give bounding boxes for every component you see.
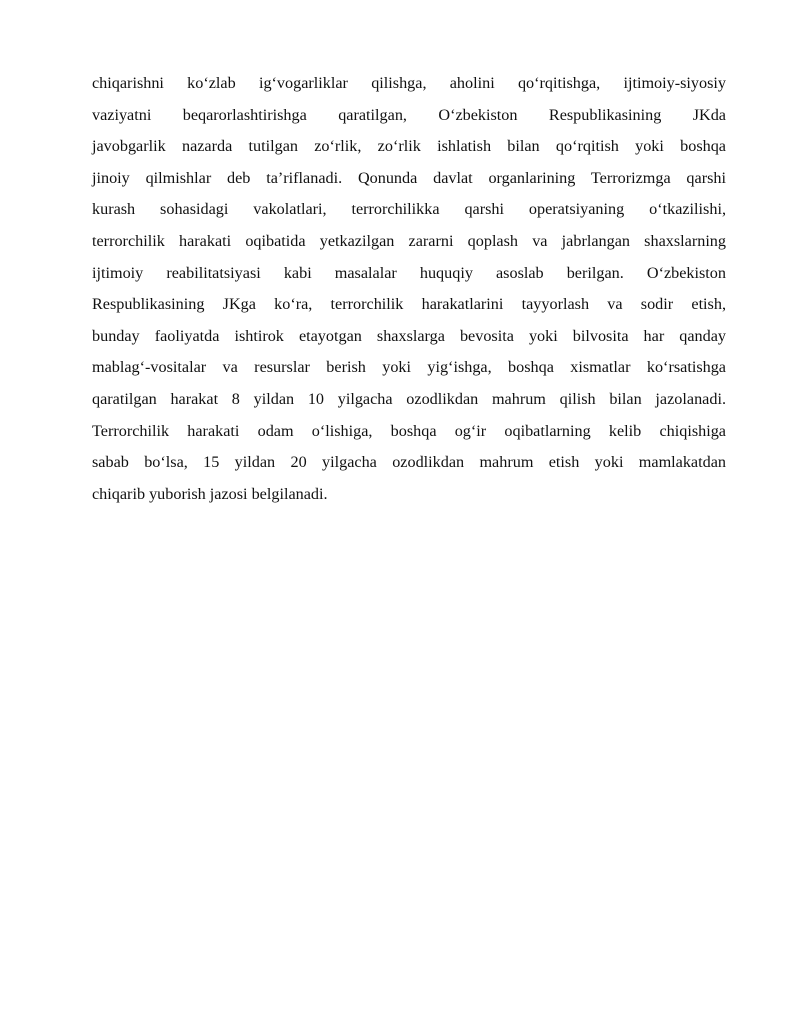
text-line: mablag‘-vositalar va resurslar berish yoki yig‘ishga, boshqa xismatlar ko‘rsatishga	[92, 358, 726, 377]
text-line: chiqarishni ko‘zlab ig‘vogarliklar qilishga, aholini qo‘rqitishga, ijtimoiy-siyosiy	[92, 74, 726, 92]
text-line: javobgarlik nazarda tutilgan zo‘rlik, zo‘rlik ishlatish bilan qo‘rqitish yoki boshqa	[92, 137, 726, 156]
text-line: ijtimoiy reabilitatsiyasi kabi masalalar huquqiy asoslab berilgan. O‘zbekiston	[92, 263, 726, 282]
text-line: sabab bo‘lsa, 15 yildan 20 yilgacha ozodlikdan mahrum etish yoki mamlakatdan	[92, 453, 726, 472]
text-line: kurash sohasidagi vakolatlari, terrorchilikka qarshi operatsiyaning o‘tkazilishi,	[92, 200, 726, 219]
text-line: jinoiy qilmishlar deb ta’riflanadi. Qonunda davlat organlarining Terrorizmga qarshi	[92, 168, 726, 187]
text-line: Respublikasining JKga ko‘ra, terrorchilik harakatlarini tayyorlash va sodir etish,	[92, 295, 726, 314]
text-line: qaratilgan harakat 8 yildan 10 yilgacha ozodlikdan mahrum qilish bilan jazolanadi.	[92, 389, 726, 408]
text-line: vaziyatni beqarorlashtirishga qaratilgan, O‘zbekiston Respublikasining JKda	[92, 105, 726, 124]
text-line: bunday faoliyatda ishtirok etayotgan shaxslarga bevosita yoki bilvosita har qanday	[92, 326, 726, 345]
paragraph	[92, 68, 726, 510]
body-text	[92, 68, 726, 510]
text-line: chiqarib yuborish jazosi belgilanadi.	[92, 484, 328, 503]
text-line: terrorchilik harakati oqibatida yetkazilgan zararni qoplash va jabrlangan shaxslarning	[92, 231, 726, 250]
text-line: Terrorchilik harakati odam o‘lishiga, boshqa og‘ir oqibatlarning kelib chiqishiga	[92, 421, 726, 440]
